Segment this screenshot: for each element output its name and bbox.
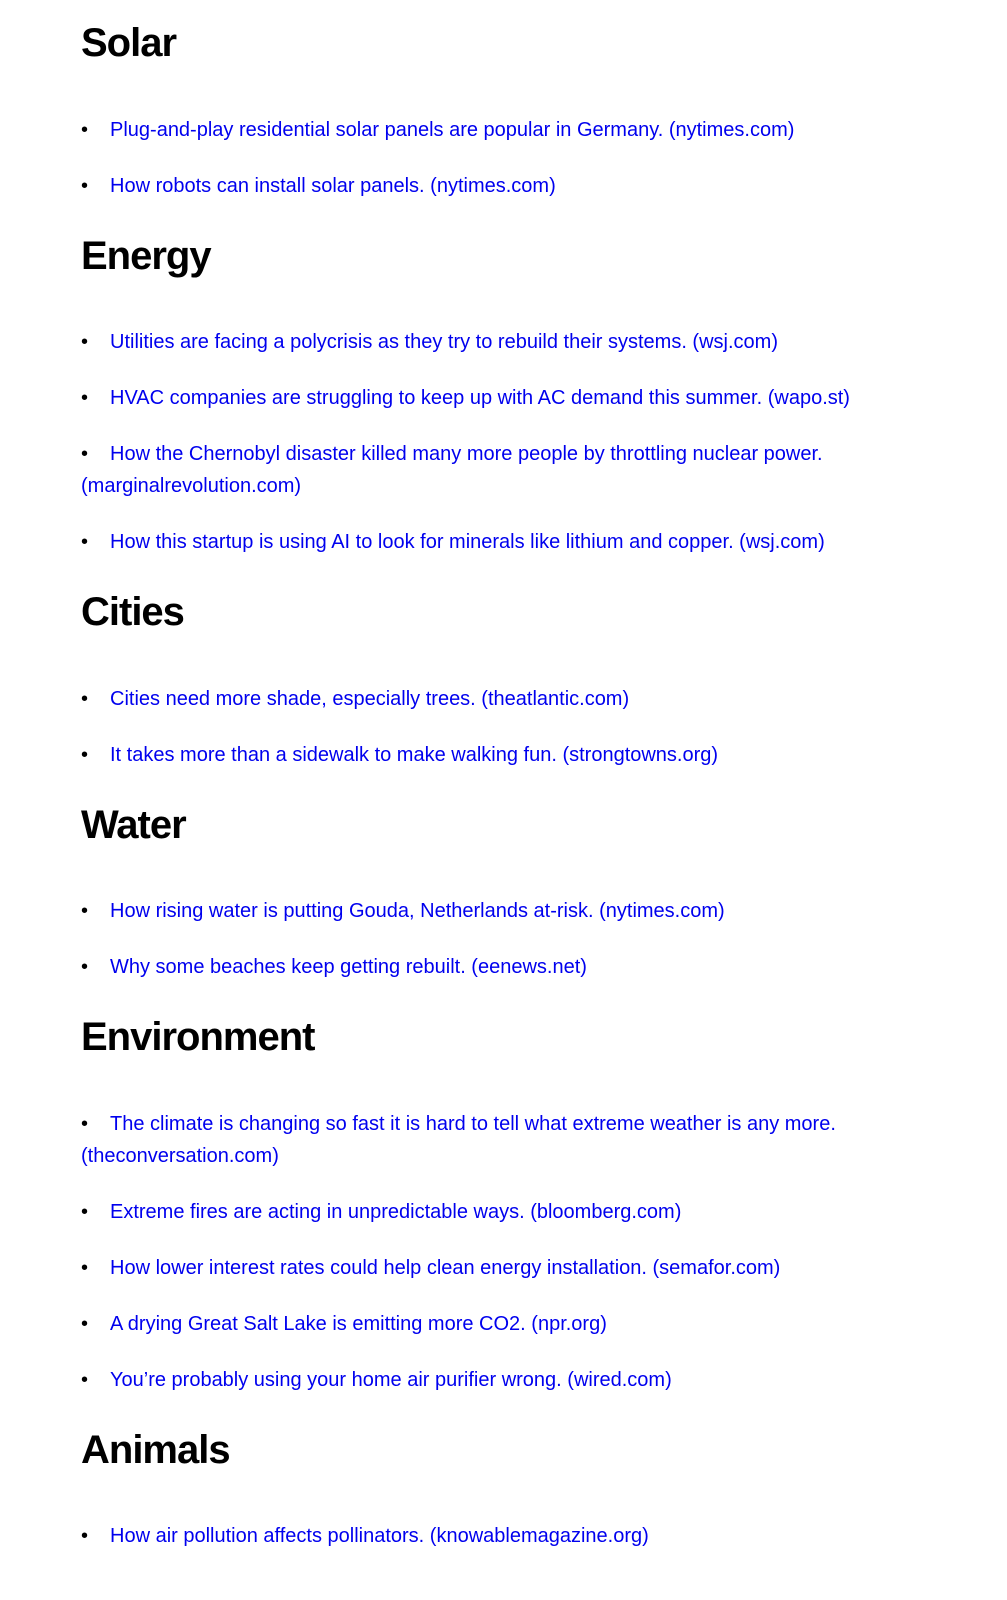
bullet bbox=[81, 170, 110, 202]
section-heading-water: Water bbox=[81, 803, 186, 847]
bullet bbox=[81, 1108, 110, 1140]
section-heading-cities: Cities bbox=[81, 590, 184, 634]
bullet bbox=[81, 895, 110, 927]
article-link[interactable]: HVAC companies are struggling to keep up with AC demand this summer. (wapo.st) bbox=[110, 387, 850, 409]
list-item bbox=[81, 326, 941, 358]
section-heading-animals: Animals bbox=[81, 1428, 230, 1472]
list-item bbox=[81, 1520, 941, 1552]
list-item bbox=[81, 438, 941, 502]
article-link[interactable]: Extreme fires are acting in unpredictable ways. (bloomberg.com) bbox=[110, 1201, 682, 1223]
article-link[interactable]: A drying Great Salt Lake is emitting more CO2. (npr.org) bbox=[110, 1313, 607, 1335]
list-item bbox=[81, 683, 941, 715]
bullet bbox=[81, 1196, 110, 1228]
bullet bbox=[81, 683, 110, 715]
list-item bbox=[81, 951, 941, 983]
article-link[interactable]: Cities need more shade, especially trees. (theatlantic.com) bbox=[110, 688, 630, 710]
bullet bbox=[81, 1364, 110, 1396]
list-item bbox=[81, 382, 941, 414]
article-link[interactable]: How lower interest rates could help clean energy installation. (semafor.com) bbox=[110, 1257, 781, 1279]
bullet bbox=[81, 326, 110, 358]
bullet bbox=[81, 951, 110, 983]
article-link[interactable]: The climate is changing so fast it is hard to tell what extreme weather is any more. (theconversation.com) bbox=[81, 1113, 836, 1167]
list-item bbox=[81, 895, 941, 927]
bullet bbox=[81, 382, 110, 414]
article-link[interactable]: You’re probably using your home air purifier wrong. (wired.com) bbox=[110, 1369, 672, 1391]
bullet bbox=[81, 526, 110, 558]
list-item bbox=[81, 739, 941, 771]
article-link[interactable]: Plug-and-play residential solar panels are popular in Germany. (nytimes.com) bbox=[110, 119, 795, 141]
article-link[interactable]: How the Chernobyl disaster killed many more people by throttling nuclear power. (marginalrevolution.com) bbox=[81, 443, 823, 497]
list-item bbox=[81, 1252, 941, 1284]
bullet bbox=[81, 1520, 110, 1552]
list-item bbox=[81, 1364, 941, 1396]
bullet bbox=[81, 1252, 110, 1284]
list-item bbox=[81, 526, 941, 558]
section-heading-energy: Energy bbox=[81, 234, 211, 278]
bullet bbox=[81, 438, 110, 470]
bullet bbox=[81, 114, 110, 146]
article-link[interactable]: It takes more than a sidewalk to make walking fun. (strongtowns.org) bbox=[110, 744, 719, 766]
list-item bbox=[81, 170, 941, 202]
section-heading-environment: Environment bbox=[81, 1015, 315, 1059]
list-item bbox=[81, 1308, 941, 1340]
article-link[interactable]: How robots can install solar panels. (nytimes.com) bbox=[110, 175, 556, 197]
bullet bbox=[81, 1308, 110, 1340]
list-item bbox=[81, 114, 941, 146]
bullet bbox=[81, 739, 110, 771]
section-heading-solar: Solar bbox=[81, 21, 177, 65]
article-link[interactable]: How rising water is putting Gouda, Netherlands at-risk. (nytimes.com) bbox=[110, 900, 725, 922]
list-item bbox=[81, 1108, 941, 1172]
article-link[interactable]: How air pollution affects pollinators. (knowablemagazine.org) bbox=[110, 1525, 649, 1547]
article-link[interactable]: How this startup is using AI to look for minerals like lithium and copper. (wsj.com) bbox=[110, 531, 825, 553]
article-link[interactable]: Why some beaches keep getting rebuilt. (eenews.net) bbox=[110, 956, 587, 978]
list-item bbox=[81, 1196, 941, 1228]
article-link[interactable]: Utilities are facing a polycrisis as they try to rebuild their systems. (wsj.com) bbox=[110, 331, 778, 353]
